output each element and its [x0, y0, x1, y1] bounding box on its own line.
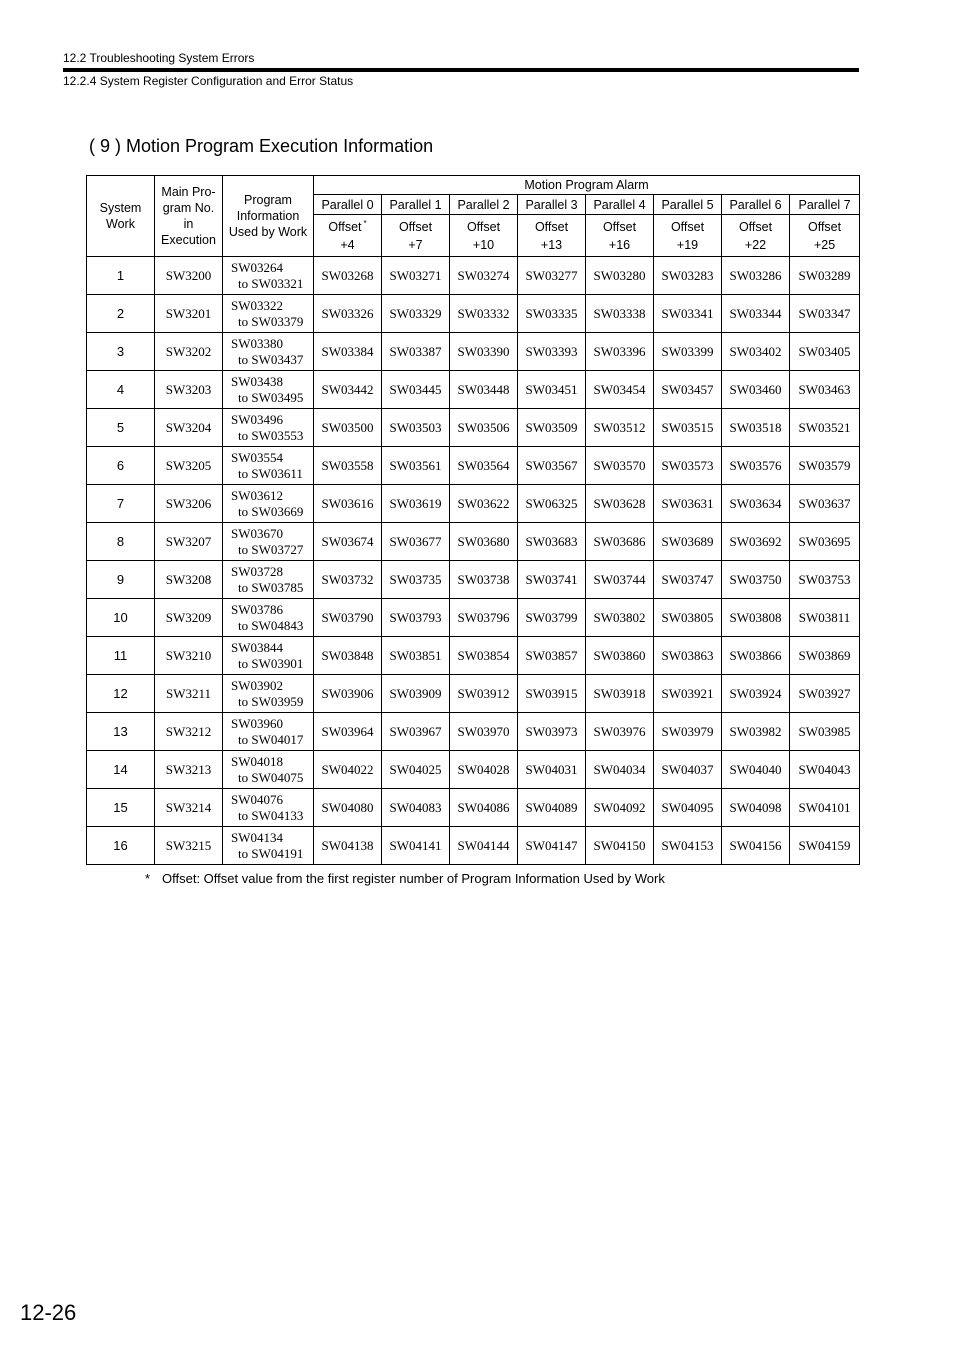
cell-alarm-parallel-1: SW03967	[382, 713, 450, 751]
cell-alarm-parallel-2: SW04028	[450, 751, 518, 789]
header-parallel-2: Parallel 2	[450, 195, 518, 215]
program-info-end: to SW03611	[238, 465, 303, 481]
header-offset-4	[586, 215, 654, 257]
cell-program-info	[223, 713, 314, 751]
cell-alarm-parallel-6: SW04156	[722, 827, 790, 865]
header-parallel-3: Parallel 3	[518, 195, 586, 215]
program-info-end: to SW03785	[238, 579, 304, 595]
cell-alarm-parallel-3: SW03451	[518, 371, 586, 409]
cell-alarm-parallel-2: SW03854	[450, 637, 518, 675]
cell-alarm-parallel-6: SW04040	[722, 751, 790, 789]
cell-alarm-parallel-3: SW03973	[518, 713, 586, 751]
cell-alarm-parallel-5: SW03805	[654, 599, 722, 637]
cell-alarm-parallel-2: SW03970	[450, 713, 518, 751]
cell-alarm-parallel-5: SW03283	[654, 257, 722, 295]
cell-main-program: SW3203	[155, 371, 223, 409]
cell-alarm-parallel-2: SW03622	[450, 485, 518, 523]
cell-alarm-parallel-5: SW03515	[654, 409, 722, 447]
cell-alarm-parallel-2: SW03796	[450, 599, 518, 637]
cell-alarm-parallel-0: SW03906	[314, 675, 382, 713]
cell-system-work: 7	[87, 485, 155, 523]
cell-alarm-parallel-3: SW04147	[518, 827, 586, 865]
program-info-start: SW03786	[231, 601, 283, 617]
cell-alarm-parallel-5: SW03921	[654, 675, 722, 713]
program-info-end: to SW03669	[238, 503, 304, 519]
cell-alarm-parallel-6: SW03634	[722, 485, 790, 523]
cell-alarm-parallel-5: SW03631	[654, 485, 722, 523]
cell-alarm-parallel-7: SW04101	[790, 789, 860, 827]
cell-alarm-parallel-3: SW03741	[518, 561, 586, 599]
footnote	[145, 871, 665, 886]
program-info-end: to SW04133	[238, 807, 304, 823]
program-info-start: SW04134	[231, 829, 283, 845]
cell-program-info	[223, 371, 314, 409]
cell-alarm-parallel-3: SW03335	[518, 295, 586, 333]
cell-alarm-parallel-6: SW03344	[722, 295, 790, 333]
cell-system-work: 13	[87, 713, 155, 751]
table-row	[87, 561, 860, 599]
cell-alarm-parallel-2: SW03564	[450, 447, 518, 485]
offset-footnote-mark: *	[363, 218, 367, 228]
program-info-start: SW03960	[231, 715, 283, 731]
cell-alarm-parallel-4: SW04034	[586, 751, 654, 789]
cell-alarm-parallel-4: SW03802	[586, 599, 654, 637]
cell-program-info	[223, 789, 314, 827]
cell-program-info	[223, 333, 314, 371]
header-parallel-4: Parallel 4	[586, 195, 654, 215]
cell-program-info	[223, 447, 314, 485]
program-info-end: to SW03437	[238, 351, 304, 367]
offset-label: Offset	[398, 219, 433, 234]
cell-alarm-parallel-0: SW03384	[314, 333, 382, 371]
cell-system-work: 6	[87, 447, 155, 485]
cell-alarm-parallel-3: SW03683	[518, 523, 586, 561]
program-info-end: to SW03553	[238, 427, 304, 443]
offset-value: +19	[676, 237, 699, 252]
cell-alarm-parallel-1: SW03735	[382, 561, 450, 599]
cell-alarm-parallel-1: SW03909	[382, 675, 450, 713]
program-info-end: to SW03959	[238, 693, 304, 709]
cell-main-program: SW3213	[155, 751, 223, 789]
table-row	[87, 751, 860, 789]
cell-alarm-parallel-5: SW03573	[654, 447, 722, 485]
cell-alarm-parallel-4: SW03628	[586, 485, 654, 523]
cell-program-info	[223, 751, 314, 789]
cell-system-work: 14	[87, 751, 155, 789]
cell-alarm-parallel-7: SW03985	[790, 713, 860, 751]
header-offset-0	[314, 215, 382, 257]
program-info-start: SW03554	[231, 449, 283, 465]
offset-label: Offset	[670, 219, 705, 234]
cell-alarm-parallel-6: SW03866	[722, 637, 790, 675]
cell-alarm-parallel-4: SW03396	[586, 333, 654, 371]
running-header-subsection: 12.2.4 System Register Configuration and Error Status	[63, 74, 354, 88]
cell-alarm-parallel-7: SW03347	[790, 295, 860, 333]
cell-alarm-parallel-1: SW03851	[382, 637, 450, 675]
cell-alarm-parallel-3: SW03277	[518, 257, 586, 295]
offset-label: Offset	[534, 219, 569, 234]
cell-system-work: 3	[87, 333, 155, 371]
cell-alarm-parallel-2: SW03506	[450, 409, 518, 447]
program-info-end: to SW03495	[238, 389, 304, 405]
cell-alarm-parallel-7: SW03695	[790, 523, 860, 561]
cell-system-work: 16	[87, 827, 155, 865]
program-info-start: SW04076	[231, 791, 283, 807]
cell-alarm-parallel-0: SW03964	[314, 713, 382, 751]
cell-alarm-parallel-7: SW03811	[790, 599, 860, 637]
cell-main-program: SW3208	[155, 561, 223, 599]
page-number: 12-26	[20, 1300, 77, 1325]
cell-alarm-parallel-7: SW03521	[790, 409, 860, 447]
program-info-start: SW03612	[231, 487, 283, 503]
cell-alarm-parallel-4: SW04150	[586, 827, 654, 865]
cell-alarm-parallel-5: SW03689	[654, 523, 722, 561]
cell-alarm-parallel-3: SW03799	[518, 599, 586, 637]
cell-system-work: 4	[87, 371, 155, 409]
cell-main-program: SW3209	[155, 599, 223, 637]
cell-main-program: SW3215	[155, 827, 223, 865]
cell-alarm-parallel-0: SW03732	[314, 561, 382, 599]
cell-alarm-parallel-3: SW03915	[518, 675, 586, 713]
table-row	[87, 485, 860, 523]
program-info-end: to SW03727	[238, 541, 304, 557]
cell-alarm-parallel-3: SW03857	[518, 637, 586, 675]
cell-alarm-parallel-0: SW04080	[314, 789, 382, 827]
cell-alarm-parallel-7: SW03579	[790, 447, 860, 485]
cell-alarm-parallel-2: SW03680	[450, 523, 518, 561]
cell-system-work: 5	[87, 409, 155, 447]
cell-alarm-parallel-3: SW06325	[518, 485, 586, 523]
cell-alarm-parallel-0: SW03442	[314, 371, 382, 409]
cell-alarm-parallel-2: SW04144	[450, 827, 518, 865]
cell-alarm-parallel-5: SW04153	[654, 827, 722, 865]
cell-alarm-parallel-4: SW03860	[586, 637, 654, 675]
cell-program-info	[223, 295, 314, 333]
motion-program-table	[86, 175, 860, 865]
table-row	[87, 333, 860, 371]
cell-alarm-parallel-7: SW03753	[790, 561, 860, 599]
cell-main-program: SW3201	[155, 295, 223, 333]
cell-alarm-parallel-2: SW03738	[450, 561, 518, 599]
header-parallel-6: Parallel 6	[722, 195, 790, 215]
cell-program-info	[223, 637, 314, 675]
table-row	[87, 447, 860, 485]
header-offset-3	[518, 215, 586, 257]
cell-system-work: 8	[87, 523, 155, 561]
cell-alarm-parallel-0: SW03790	[314, 599, 382, 637]
header-program-info: Program Information Used by Work	[223, 176, 314, 257]
cell-alarm-parallel-4: SW04092	[586, 789, 654, 827]
cell-main-program: SW3200	[155, 257, 223, 295]
cell-alarm-parallel-1: SW03271	[382, 257, 450, 295]
program-info-end: to SW04075	[238, 769, 304, 785]
cell-system-work: 9	[87, 561, 155, 599]
cell-alarm-parallel-4: SW03338	[586, 295, 654, 333]
cell-alarm-parallel-1: SW03619	[382, 485, 450, 523]
cell-main-program: SW3210	[155, 637, 223, 675]
footnote-mark: *	[145, 871, 151, 886]
offset-value: +25	[813, 237, 836, 252]
program-info-start: SW03264	[231, 259, 283, 275]
table-row	[87, 295, 860, 333]
cell-alarm-parallel-6: SW03518	[722, 409, 790, 447]
footnote-text: Offset: Offset value from the first register number of Program Information Used by Work	[162, 871, 665, 886]
cell-alarm-parallel-1: SW03793	[382, 599, 450, 637]
cell-program-info	[223, 257, 314, 295]
cell-alarm-parallel-1: SW03677	[382, 523, 450, 561]
program-info-start: SW04018	[231, 753, 283, 769]
cell-alarm-parallel-4: SW03454	[586, 371, 654, 409]
program-info-end: to SW04017	[238, 731, 304, 747]
program-info-end: to SW04843	[238, 617, 304, 633]
cell-alarm-parallel-6: SW03692	[722, 523, 790, 561]
cell-alarm-parallel-5: SW03979	[654, 713, 722, 751]
cell-program-info	[223, 827, 314, 865]
cell-alarm-parallel-1: SW03561	[382, 447, 450, 485]
cell-system-work: 2	[87, 295, 155, 333]
program-info-start: SW03322	[231, 297, 283, 313]
program-info-end: to SW04191	[238, 845, 304, 861]
table-row	[87, 409, 860, 447]
header-motion-program-alarm: Motion Program Alarm	[314, 176, 860, 195]
table-row	[87, 599, 860, 637]
offset-label: Offset	[602, 219, 637, 234]
cell-alarm-parallel-0: SW03674	[314, 523, 382, 561]
header-offset-2	[450, 215, 518, 257]
cell-main-program: SW3202	[155, 333, 223, 371]
cell-main-program: SW3205	[155, 447, 223, 485]
header-main-program: Main Pro- gram No. in Execution	[155, 176, 223, 257]
cell-alarm-parallel-7: SW04159	[790, 827, 860, 865]
cell-alarm-parallel-7: SW03405	[790, 333, 860, 371]
offset-label: Offset	[466, 219, 501, 234]
running-header-section: 12.2 Troubleshooting System Errors	[63, 51, 255, 65]
table-row	[87, 257, 860, 295]
header-offset-5	[654, 215, 722, 257]
cell-system-work: 12	[87, 675, 155, 713]
header-parallel-5: Parallel 5	[654, 195, 722, 215]
program-info-start: SW03902	[231, 677, 283, 693]
cell-alarm-parallel-5: SW03747	[654, 561, 722, 599]
cell-alarm-parallel-0: SW03558	[314, 447, 382, 485]
cell-system-work: 15	[87, 789, 155, 827]
cell-alarm-parallel-1: SW03503	[382, 409, 450, 447]
cell-alarm-parallel-2: SW03332	[450, 295, 518, 333]
table-row	[87, 675, 860, 713]
cell-alarm-parallel-4: SW03512	[586, 409, 654, 447]
header-parallel-0: Parallel 0	[314, 195, 382, 215]
cell-program-info	[223, 675, 314, 713]
cell-alarm-parallel-0: SW03500	[314, 409, 382, 447]
table-row	[87, 789, 860, 827]
table-row	[87, 713, 860, 751]
cell-alarm-parallel-4: SW03976	[586, 713, 654, 751]
cell-main-program: SW3206	[155, 485, 223, 523]
cell-alarm-parallel-5: SW03863	[654, 637, 722, 675]
program-info-start: SW03670	[231, 525, 283, 541]
cell-alarm-parallel-7: SW03927	[790, 675, 860, 713]
cell-alarm-parallel-7: SW03463	[790, 371, 860, 409]
cell-alarm-parallel-1: SW04141	[382, 827, 450, 865]
cell-alarm-parallel-6: SW03982	[722, 713, 790, 751]
cell-alarm-parallel-1: SW04025	[382, 751, 450, 789]
header-parallel-1: Parallel 1	[382, 195, 450, 215]
program-info-end: to SW03379	[238, 313, 304, 329]
cell-alarm-parallel-7: SW03289	[790, 257, 860, 295]
program-info-end: to SW03321	[238, 275, 304, 291]
program-info-start: SW03496	[231, 411, 283, 427]
header-offset-1	[382, 215, 450, 257]
cell-alarm-parallel-0: SW04022	[314, 751, 382, 789]
cell-alarm-parallel-3: SW03567	[518, 447, 586, 485]
cell-main-program: SW3211	[155, 675, 223, 713]
cell-program-info	[223, 409, 314, 447]
cell-program-info	[223, 523, 314, 561]
cell-alarm-parallel-4: SW03918	[586, 675, 654, 713]
offset-value: +22	[744, 237, 767, 252]
cell-program-info	[223, 485, 314, 523]
cell-alarm-parallel-6: SW03402	[722, 333, 790, 371]
offset-value: +10	[472, 237, 495, 252]
cell-alarm-parallel-6: SW03808	[722, 599, 790, 637]
cell-main-program: SW3204	[155, 409, 223, 447]
cell-alarm-parallel-6: SW04098	[722, 789, 790, 827]
cell-alarm-parallel-3: SW04089	[518, 789, 586, 827]
cell-alarm-parallel-4: SW03744	[586, 561, 654, 599]
cell-system-work: 11	[87, 637, 155, 675]
cell-alarm-parallel-5: SW03341	[654, 295, 722, 333]
cell-alarm-parallel-7: SW04043	[790, 751, 860, 789]
cell-alarm-parallel-2: SW03448	[450, 371, 518, 409]
cell-alarm-parallel-1: SW03445	[382, 371, 450, 409]
program-info-start: SW03844	[231, 639, 283, 655]
cell-alarm-parallel-2: SW03274	[450, 257, 518, 295]
cell-program-info	[223, 561, 314, 599]
cell-alarm-parallel-2: SW03390	[450, 333, 518, 371]
program-info-start: SW03380	[231, 335, 283, 351]
cell-alarm-parallel-6: SW03924	[722, 675, 790, 713]
cell-alarm-parallel-4: SW03280	[586, 257, 654, 295]
cell-alarm-parallel-2: SW04086	[450, 789, 518, 827]
offset-label: Offset	[328, 219, 362, 234]
header-system-work: System Work	[87, 176, 155, 257]
program-info-end: to SW03901	[238, 655, 304, 671]
cell-main-program: SW3207	[155, 523, 223, 561]
table-row	[87, 371, 860, 409]
program-info-start: SW03438	[231, 373, 283, 389]
table-row	[87, 523, 860, 561]
cell-system-work: 1	[87, 257, 155, 295]
offset-label: Offset	[738, 219, 773, 234]
offset-value: +7	[408, 237, 423, 252]
cell-alarm-parallel-1: SW03387	[382, 333, 450, 371]
cell-alarm-parallel-4: SW03686	[586, 523, 654, 561]
cell-alarm-parallel-5: SW04095	[654, 789, 722, 827]
cell-alarm-parallel-3: SW03393	[518, 333, 586, 371]
cell-alarm-parallel-0: SW03326	[314, 295, 382, 333]
cell-alarm-parallel-1: SW04083	[382, 789, 450, 827]
cell-alarm-parallel-7: SW03869	[790, 637, 860, 675]
cell-program-info	[223, 599, 314, 637]
offset-value: +13	[540, 237, 563, 252]
cell-main-program: SW3214	[155, 789, 223, 827]
cell-alarm-parallel-6: SW03750	[722, 561, 790, 599]
offset-label: Offset	[807, 219, 842, 234]
cell-alarm-parallel-6: SW03576	[722, 447, 790, 485]
cell-alarm-parallel-4: SW03570	[586, 447, 654, 485]
cell-alarm-parallel-3: SW03509	[518, 409, 586, 447]
header-offset-6	[722, 215, 790, 257]
cell-alarm-parallel-0: SW03268	[314, 257, 382, 295]
table-row	[87, 637, 860, 675]
cell-alarm-parallel-6: SW03286	[722, 257, 790, 295]
cell-alarm-parallel-1: SW03329	[382, 295, 450, 333]
cell-alarm-parallel-3: SW04031	[518, 751, 586, 789]
cell-alarm-parallel-0: SW04138	[314, 827, 382, 865]
cell-alarm-parallel-5: SW03457	[654, 371, 722, 409]
program-info-start: SW03728	[231, 563, 283, 579]
cell-main-program: SW3212	[155, 713, 223, 751]
cell-alarm-parallel-6: SW03460	[722, 371, 790, 409]
offset-value: +16	[608, 237, 631, 252]
section-title: ( 9 ) Motion Program Execution Information	[89, 136, 434, 156]
cell-alarm-parallel-5: SW03399	[654, 333, 722, 371]
cell-alarm-parallel-0: SW03616	[314, 485, 382, 523]
cell-system-work: 10	[87, 599, 155, 637]
header-rule	[63, 68, 859, 72]
cell-alarm-parallel-2: SW03912	[450, 675, 518, 713]
table-row	[87, 827, 860, 865]
header-parallel-7: Parallel 7	[790, 195, 860, 215]
cell-alarm-parallel-5: SW04037	[654, 751, 722, 789]
cell-alarm-parallel-7: SW03637	[790, 485, 860, 523]
header-offset-7	[790, 215, 860, 257]
offset-value: +4	[340, 237, 355, 252]
cell-alarm-parallel-0: SW03848	[314, 637, 382, 675]
